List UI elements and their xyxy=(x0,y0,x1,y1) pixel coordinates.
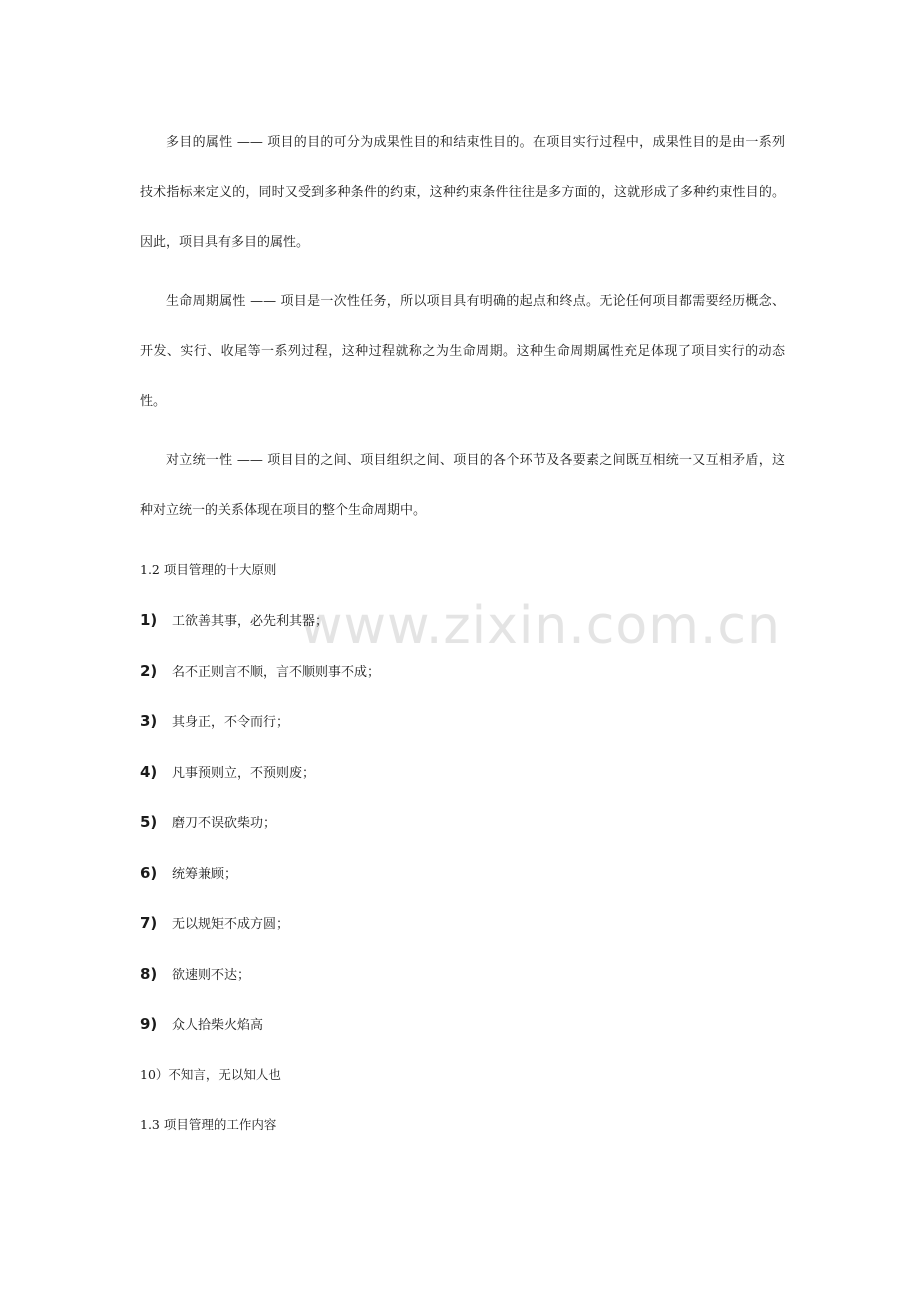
section-heading-1-3: 1.3 项目管理的工作内容 xyxy=(140,1116,277,1132)
list-text: 众人拾柴火焰高 xyxy=(172,1018,264,1033)
list-text: 其身正，不令而行； xyxy=(172,715,290,730)
list-item xyxy=(140,797,785,848)
list-number: 1) xyxy=(140,611,158,629)
document-body xyxy=(140,118,785,1150)
list-text: 无以规矩不成方圆； xyxy=(172,917,290,932)
paragraph-life-cycle: 生命周期属性 —— 项目是一次性任务，所以项目具有明确的起点和终点。无论任何项目都需要经历概念、开发、实行、收尾等一系列过程，这种过程就称之为生命周期。这种生命周期属性充足体现了项目实行的动态性。 xyxy=(140,294,785,409)
list-number: 2) xyxy=(140,661,158,680)
list-item xyxy=(140,747,785,798)
list-item xyxy=(140,999,785,1050)
list-item xyxy=(140,898,785,949)
list-number: 6) xyxy=(140,863,158,882)
list-text: 名不正则言不顺，言不顺则事不成； xyxy=(172,664,381,680)
list-item xyxy=(140,595,785,646)
list-text: 欲速则不达； xyxy=(172,967,251,983)
list-number: 3) xyxy=(140,712,158,730)
list-text: 统筹兼顾； xyxy=(172,866,238,882)
list-text: 工欲善其事，必先利其器； xyxy=(172,614,329,629)
list-item xyxy=(140,646,785,697)
section-heading-1-2: 1.2 项目管理的十大原则 xyxy=(140,562,277,577)
principle-10: 10）不知言，无以知人也 xyxy=(140,1066,281,1082)
list-number: 8) xyxy=(140,964,158,983)
list-item xyxy=(140,696,785,747)
paragraph-multi-objective: 多目的属性 —— 项目的目的可分为成果性目的和结束性目的。在项目实行过程中，成果性目的是由一系列技术指标来定义的，同时又受到多种条件的约束，这种约束条件往往是多方面的，这就形成了多种约束性目的。因此，项目具有多目的属性。 xyxy=(140,135,785,250)
list-text: 磨刀不误砍柴功； xyxy=(172,816,277,831)
list-item xyxy=(140,949,785,1000)
list-number: 7) xyxy=(140,914,158,932)
paragraph-unity-of-opposites: 对立统一性 —— 项目目的之间、项目组织之间、项目的各个环节及各要素之间既互相统一又互相矛盾，这种对立统一的关系体现在项目的整个生命周期中。 xyxy=(140,453,785,518)
principles-list xyxy=(140,595,785,1050)
list-item xyxy=(140,848,785,899)
list-number: 9) xyxy=(140,1015,158,1033)
list-text: 凡事预则立，不预则废； xyxy=(172,765,316,781)
list-number: 5) xyxy=(140,813,158,831)
list-number: 4) xyxy=(140,762,158,781)
watermark: www.zixin.com.cn xyxy=(300,596,781,656)
